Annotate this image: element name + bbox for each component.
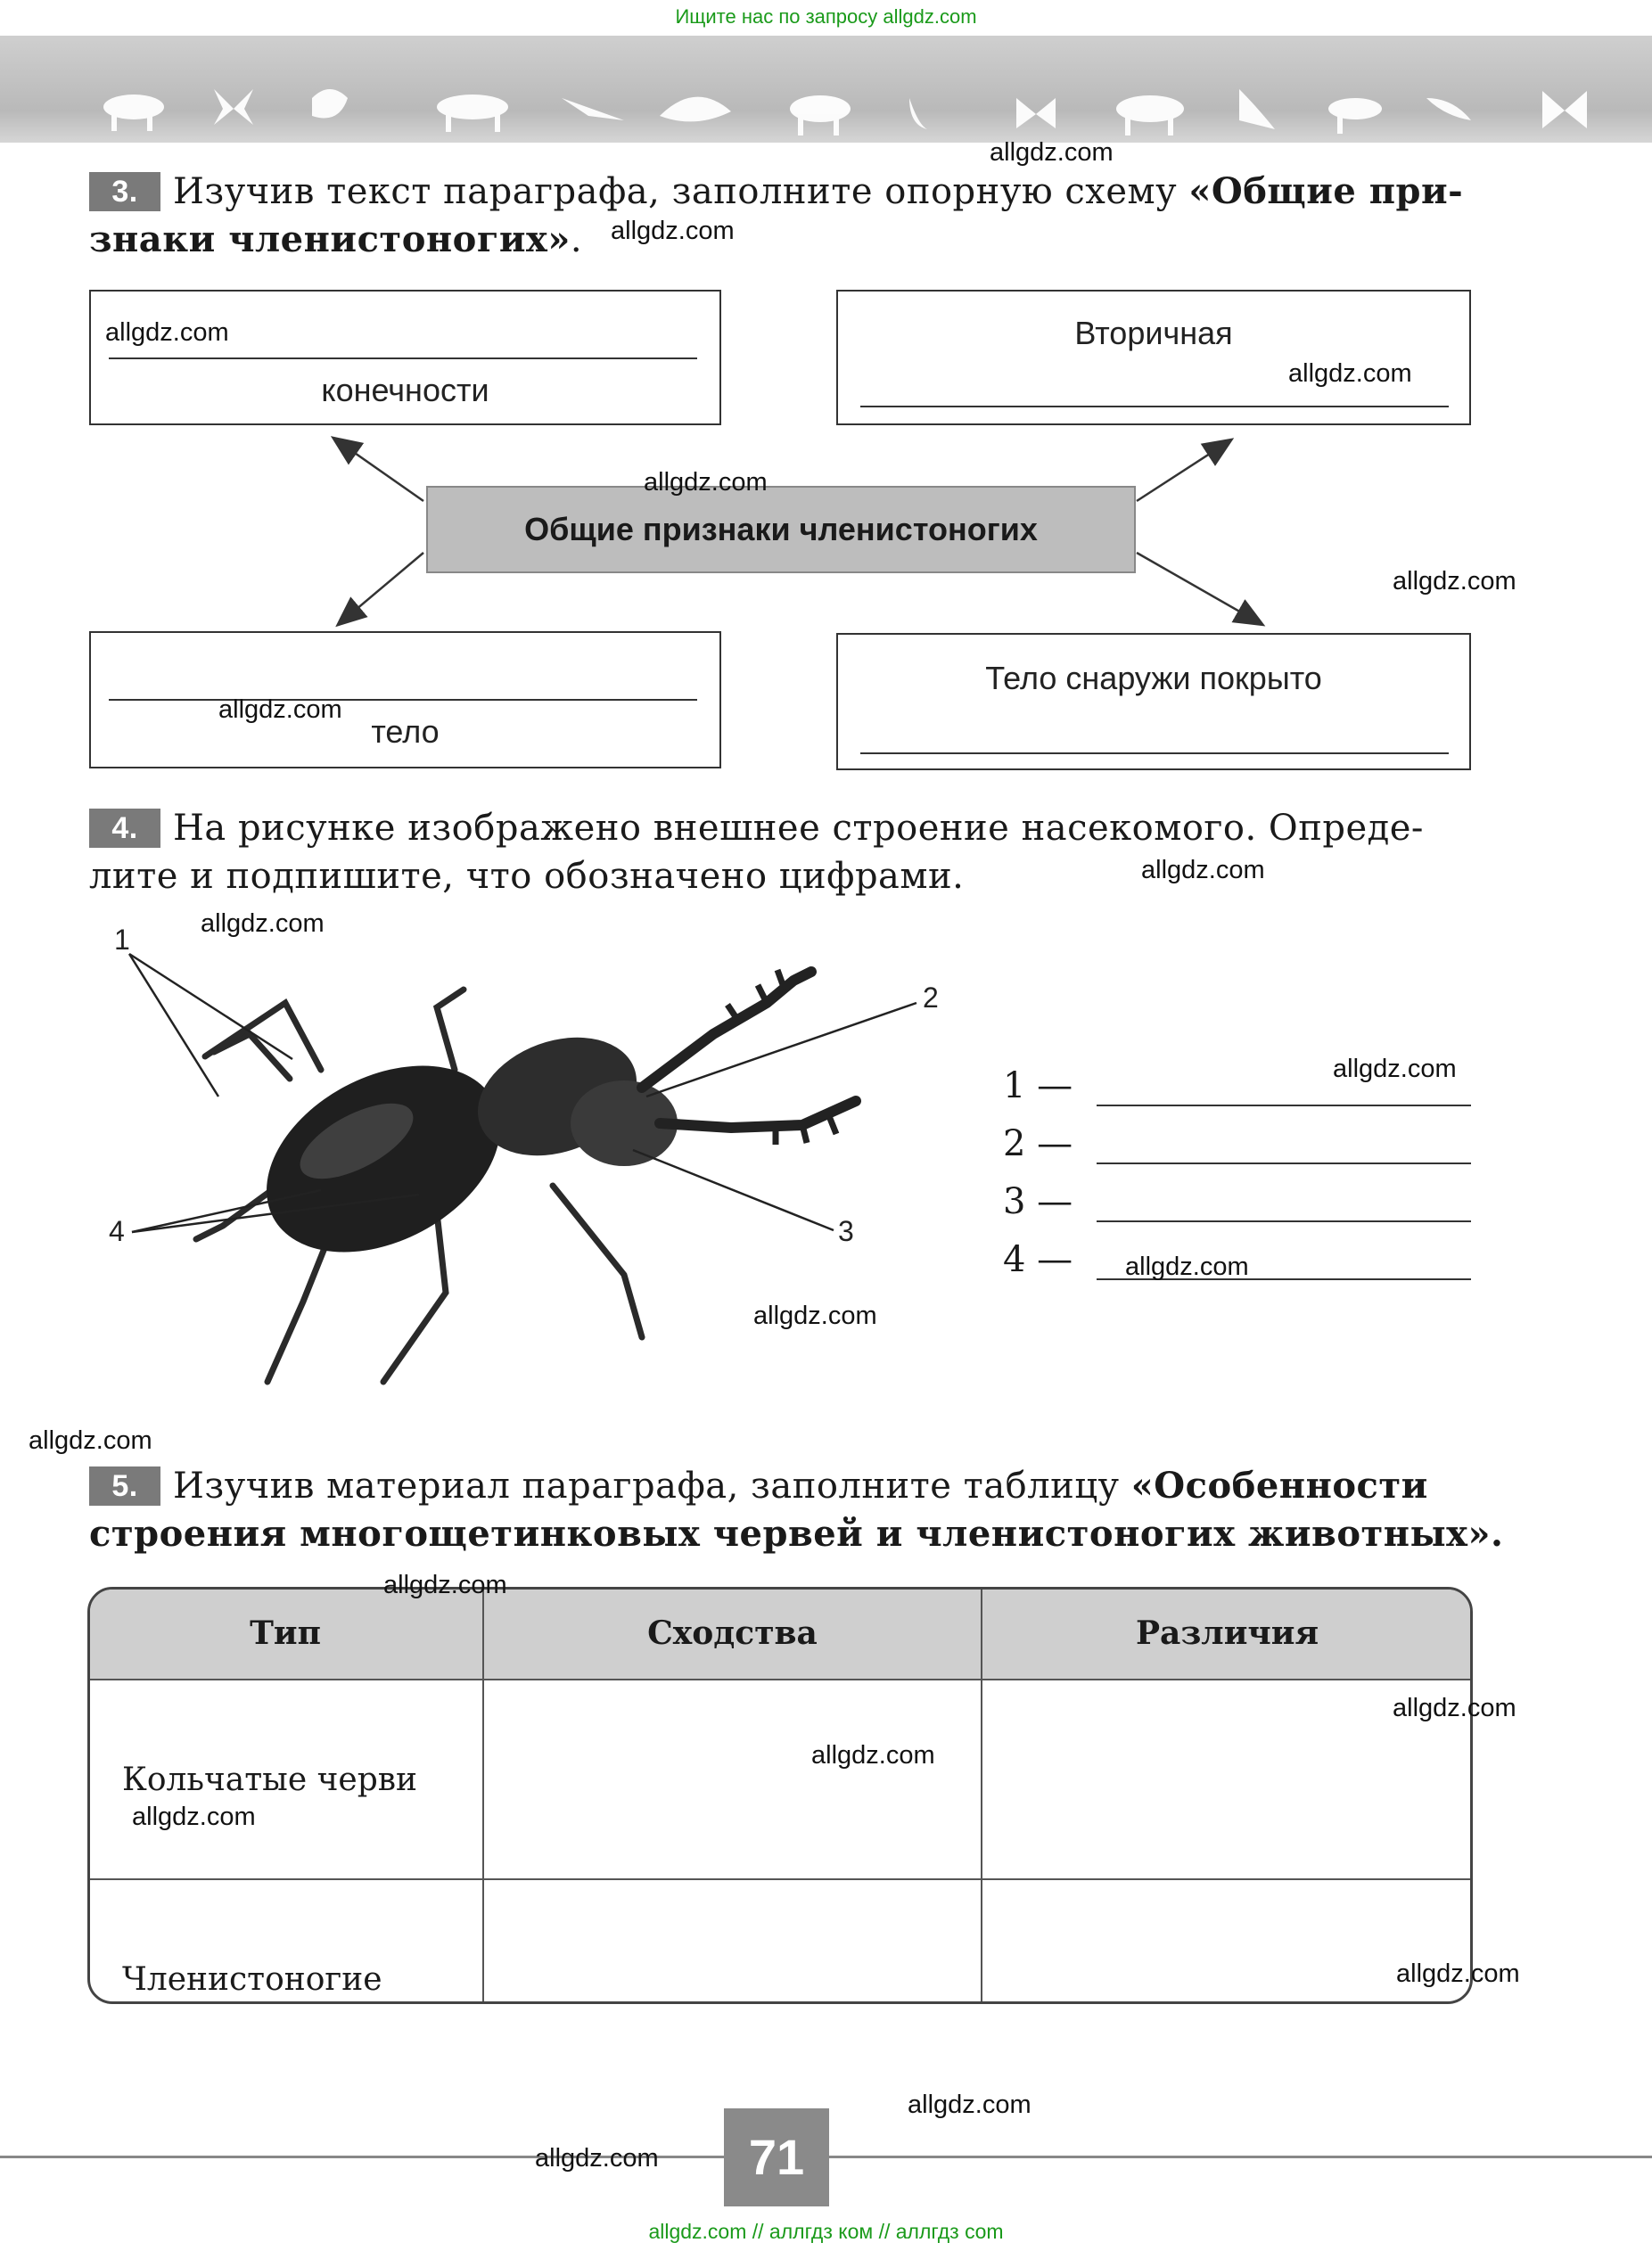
watermark: allgdz.com xyxy=(1333,1055,1457,1083)
cell-similarities-annelids[interactable] xyxy=(483,1680,982,1879)
watermark: allgdz.com xyxy=(218,695,342,724)
scheme-box-bottom-left xyxy=(89,631,721,768)
watermark: allgdz.com xyxy=(29,1426,152,1455)
task5-number: 5. xyxy=(89,1466,160,1506)
footer-links[interactable]: allgdz.com // аллгдз ком // аллгдз com xyxy=(648,2220,1004,2243)
arrow-top-left xyxy=(334,439,423,501)
task5-line2-bold: строения многощетинковых червей и членистоногих животных». xyxy=(89,1513,1504,1555)
watermark: allgdz.com xyxy=(1396,1959,1520,1988)
answer-num: 2 xyxy=(1003,1123,1026,1164)
task4-line2: лите и подпишите, что обозначено цифрами. xyxy=(89,856,965,897)
watermark: allgdz.com xyxy=(811,1741,935,1770)
watermark: allgdz.com xyxy=(383,1571,507,1599)
task4-number: 4. xyxy=(89,809,160,848)
comparison-table xyxy=(87,1587,1473,2004)
task4-heading xyxy=(89,804,1569,900)
watermark: allgdz.com xyxy=(1288,359,1412,388)
scheme-center-box: Общие признаки членистоногих xyxy=(426,486,1136,573)
table-row xyxy=(88,1879,1472,2004)
watermark: allgdz.com xyxy=(611,217,735,245)
beetle-label-4: 4 xyxy=(109,1215,125,1247)
box-top-right-text: Вторичная xyxy=(1074,315,1233,351)
row-type-arthropods: Членистоногие xyxy=(88,1879,483,2004)
watermark: allgdz.com xyxy=(644,468,768,497)
scheme-box-top-left xyxy=(89,290,721,425)
watermark: allgdz.com xyxy=(1141,856,1265,884)
watermark: allgdz.com xyxy=(908,2091,1031,2119)
watermark: allgdz.com xyxy=(990,138,1114,167)
answer-dash: — xyxy=(1037,1123,1073,1164)
watermark: allgdz.com xyxy=(753,1302,877,1330)
watermark: allgdz.com xyxy=(1393,1694,1516,1722)
row-type-annelids: Кольчатые черви xyxy=(88,1680,483,1879)
beetle-label-3: 3 xyxy=(838,1215,854,1247)
answer-dash: — xyxy=(1037,1065,1073,1106)
answer-num: 3 xyxy=(1003,1181,1026,1222)
answer-row xyxy=(1003,1181,1475,1239)
watermark: allgdz.com xyxy=(1393,567,1516,596)
task3-number: 3. xyxy=(89,172,160,211)
task5-heading xyxy=(89,1462,1569,1558)
answer-3-input[interactable] xyxy=(1097,1220,1471,1222)
top-site-link[interactable]: Ищите нас по запросу allgdz.com xyxy=(675,5,977,28)
col-header-type: Тип xyxy=(88,1588,483,1680)
task4-line1: На рисунке изображено внешнее строение насекомого. Опреде- xyxy=(173,808,1424,849)
box-bottom-left-text: тело xyxy=(371,713,440,750)
watermark: allgdz.com xyxy=(1125,1253,1249,1281)
task3-line2-bold: знаки членистоногих» xyxy=(89,218,571,260)
box-bottom-right-text: Тело снаружи покрыто xyxy=(985,660,1322,696)
answer-num: 4 xyxy=(1003,1239,1026,1280)
page-number: 71 xyxy=(724,2108,829,2206)
beetle-label-1: 1 xyxy=(114,924,130,956)
answer-line xyxy=(860,406,1449,407)
scheme-box-bottom-right xyxy=(836,633,1471,770)
watermark: allgdz.com xyxy=(535,2144,659,2173)
beetle-mandible-lower xyxy=(660,1101,856,1128)
task5-line1-plain: Изучив материал параграфа, заполните таблицу xyxy=(173,1466,1131,1507)
arrow-bottom-right xyxy=(1137,553,1262,624)
answer-dash: — xyxy=(1037,1239,1073,1280)
arrow-top-right xyxy=(1137,440,1230,501)
answer-dash: — xyxy=(1037,1181,1073,1222)
arrow-bottom-left xyxy=(339,553,423,624)
beetle-label-2: 2 xyxy=(923,982,939,1014)
answer-row xyxy=(1003,1123,1475,1181)
col-header-differences: Различия xyxy=(982,1588,1472,1680)
beetle-mandible-upper xyxy=(642,972,811,1088)
answer-2-input[interactable] xyxy=(1097,1162,1471,1164)
answer-1-input[interactable] xyxy=(1097,1105,1471,1106)
col-header-similarities: Сходства xyxy=(483,1588,982,1680)
task3-text-plain: Изучив текст параграфа, заполните опорную схему xyxy=(173,171,1189,212)
answer-num: 1 xyxy=(1003,1065,1026,1106)
scheme-box-top-right xyxy=(836,290,1471,425)
cell-similarities-arthropods[interactable] xyxy=(483,1879,982,2004)
task3-text-bold: «Общие при- xyxy=(1188,170,1464,212)
task3-line2-tail: . xyxy=(570,219,583,260)
table-header-row xyxy=(88,1588,1472,1680)
answer-line xyxy=(109,357,697,359)
answer-line xyxy=(109,699,697,701)
box-top-left-text: конечности xyxy=(321,372,489,408)
beetle-illustration xyxy=(89,918,981,1426)
watermark: allgdz.com xyxy=(132,1803,256,1831)
table-row xyxy=(88,1680,1472,1879)
answer-line xyxy=(860,752,1449,754)
watermark: allgdz.com xyxy=(201,909,325,938)
watermark: allgdz.com xyxy=(105,318,229,347)
task5-line1-bold: «Особенности xyxy=(1130,1465,1428,1507)
